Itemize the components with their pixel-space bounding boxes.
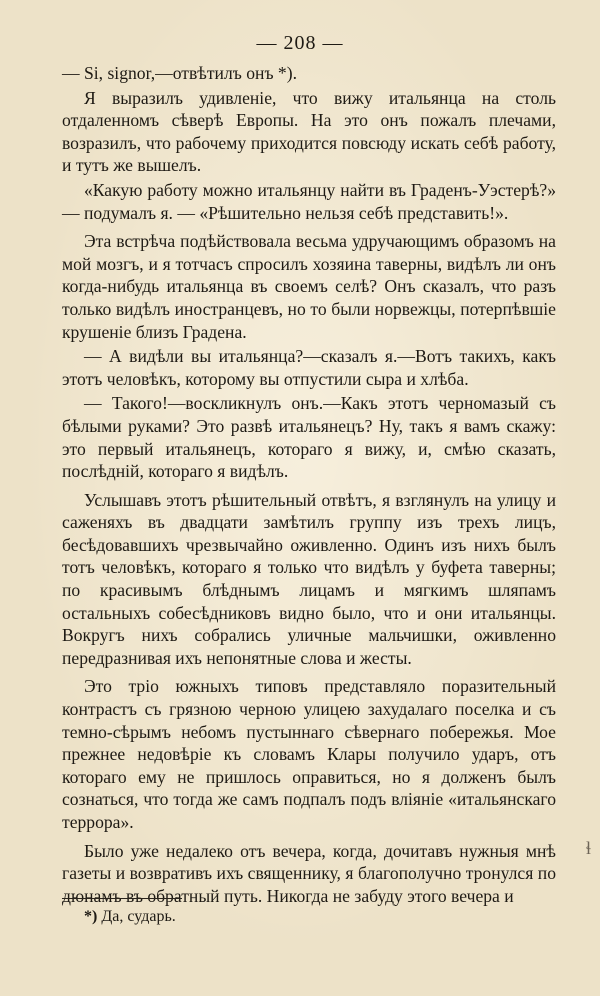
paragraph: Услышавъ этотъ рѣшительный отвѣтъ, я взглянулъ на улицу и саженяхъ въ двадцати замѣтилъ группу изъ трехъ лицъ, бесѣдовавшихъ чрезвычайно оживленно. Одинъ изъ нихъ былъ тотъ человѣкъ, котораго я только что видѣлъ у буфета таверны; по красивымъ блѣднымъ лицамъ и мягкимъ шляпамъ остальныхъ собесѣдниковъ видно было, что и они итальянцы. Вокругъ нихъ собрались уличные мальчишки, оживленно передразнивая ихъ непонятные слова и жесты. (62, 489, 556, 668)
paragraph: — Такого!—воскликнулъ онъ.—Какъ этотъ черномазый съ бѣлыми руками? Это развѣ итальянецъ? Ну, такъ я вамъ скажу: это первый итальянецъ, котораго я вижу, и, смѣю сказать, послѣдній, котораго я видѣлъ. (62, 393, 556, 482)
footnote-divider (62, 898, 182, 899)
body-text (62, 62, 556, 909)
paragraph: — Si, signor,—отвѣтилъ онъ *). (62, 63, 297, 83)
paragraph: Эта встрѣча подѣйствовала весьма удручающимъ образомъ на мой мозгъ, и я тотчасъ спросилъ хозяина таверны, видѣлъ ли онъ когда-нибудь итальянца въ своемъ селѣ? Онъ сказалъ, что разъ только видѣлъ иностранцевъ, но то были норвежцы, потерпѣвшіе крушеніе близъ Градена. (62, 231, 556, 342)
paragraph: — А видѣли вы итальянца?—сказалъ я.—Вотъ такихъ, какъ этотъ человѣкъ, которому вы отпустили сыра и хлѣба. (62, 346, 556, 389)
footnote (84, 907, 176, 927)
paragraph: Это тріо южныхъ типовъ представляло поразительный контрастъ съ грязною черною улицею захудалаго поселка и съ темно-сѣрымъ небомъ пустыннаго сѣвернаго побережья. Мое прежнее недовѣріе къ словамъ Клары получило ударъ, отъ котораго ему не пришлось оправиться, но я долженъ былъ сознаться, что тогда же самъ подпалъ подъ вліяніе «итальянскаго террора». (62, 676, 556, 832)
paragraph: «Какую работу можно итальянцу найти въ Граденъ-Уэстерѣ?» — подумалъ я. — «Рѣшительно нельзя себѣ представить!». (62, 179, 556, 223)
page-number: — 208 — (256, 32, 344, 54)
paragraph: Я выразилъ удивленіе, что вижу итальянца на столь отдаленномъ сѣверѣ Европы. На это онъ пожалъ плечами, возразилъ, что рабочему приходится повсюду искать себѣ работу, и тутъ же вышелъ. (62, 87, 556, 176)
footnote-marker: *) (84, 908, 98, 925)
paragraph: Было уже недалеко отъ вечера, когда, дочитавъ нужныя мнѣ газеты и возвративъ ихъ священнику, я благополучно тронулся по дюнамъ въ обратный путь. Никогда не забуду этого вечера и (62, 840, 556, 906)
footnote-text: Да, сударь. (101, 908, 176, 925)
margin-pencil-mark: ɬ (586, 838, 592, 858)
